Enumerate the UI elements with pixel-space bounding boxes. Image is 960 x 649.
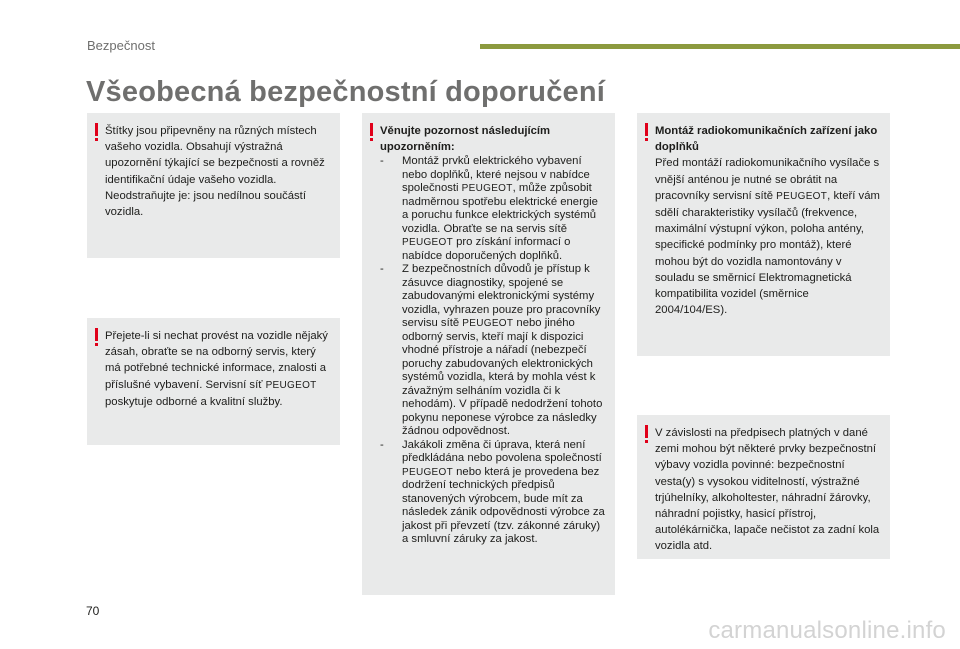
exclamation-icon [94,328,99,347]
section-title: Bezpečnost [87,38,155,53]
radio-text: Před montáží radiokomunikačního vysílače s vnější anténou je nutné se obrátit na pracovníky servisní sítě PEUGEOT, kteří vám sdělí charakteristiky vysílačů (frekvence, maximální výstupní výkon, poloha antény, specifické podmínky pro montáž), které mohou být do vozidla namontovány v souladu se směrnicí Elektromagnetická kompatibilita vozidel (směrnice 2004/104/ES). [655,157,880,317]
warning-box-radio [637,113,890,356]
list-item: - Z bezpečnostních důvodů je přístup k zásuvce diagnostiky, spojené se zabudovanými elektronickými systémy vozidla, vyhrazen pouze pro pracovníky servisu sítě PEUGEOT nebo jiného odborný servis, kteří mají k dispozici vhodné přístroje a nářadí (nebezpečí poruchy zabudovaných elektronických systémů vozidla, která by mohla vést k závažným selháním vozidla či k nehodám). V případě nedodržení tohoto pokynu neponese výrobce za následky žádnou odpovědnost. [380,263,603,438]
exclamation-icon [644,425,649,444]
exclamation-icon [369,123,374,142]
attention-heading: Věnujte pozornost následujícím upozorněním: [380,125,551,154]
header-rule [480,44,960,49]
warning-box-attention [362,113,615,595]
list-item: - Jakákoli změna či úprava, která není předkládána nebo povolena společností PEUGEOT nebo která je provedena bez dodržení technických předpisů stanovených výrobcem, bude mít za následek zánik odpovědnosti výrobce za jakost při převzetí (tzv. zákonné záruky) a smluvní záruky za jakost. [380,438,605,546]
exclamation-icon [644,123,649,142]
page-title: Všeobecná bezpečnostní doporučení [86,76,606,108]
labels-text: Štítky jsou připevněny na různých místech vašeho vozidla. Obsahují výstražná upozornění týkající se bezpečnosti a rovněž identifikační údaje vašeho vozidla. Neodstraňujte je: jsou nedílnou součástí vozidla. [105,125,325,219]
watermark: carmanualsonline.info [708,617,946,644]
page-number: 70 [86,604,100,618]
mandatory-text: V závislosti na předpisech platných v dané zemi mohou být některé prvky bezpečnostní výbavy vozidla povinné: bezpečnostní vesta(y) s vysokou viditelností, výstražné trjúhelníky, alkoholtester, náhradní žárovky, náhradní pojistky, hasicí přístroj, autolékárnička, lapače nečistot za zadní kola vozidla atd. [655,427,880,553]
radio-heading: Montáž radiokomunikačních zařízení jako doplňků [655,125,878,154]
service-text: Přejete-li si nechat provést na vozidle nějaký zásah, obraťte se na odborný servis, který má potřebné technické informace, znalosti a příslušné vybavení. Servisní síť PEUGEOT poskytuje odborné a kvalitní služby. [105,330,328,408]
warning-box-mandatory [637,415,890,559]
exclamation-icon [94,123,99,142]
list-item: - Montáž prvků elektrického vybavení nebo doplňků, které nejsou v nabídce společnosti PEUGEOT, může způsobit nadměrnou spotřebu elektrické energie a poruchu funkce elektrických systémů vozidla. Obraťte se na servis sítě PEUGEOT pro získání informací o nabídce doporučených doplňků. [380,155,598,262]
warning-box-service [87,318,340,445]
warning-box-labels [87,113,340,258]
